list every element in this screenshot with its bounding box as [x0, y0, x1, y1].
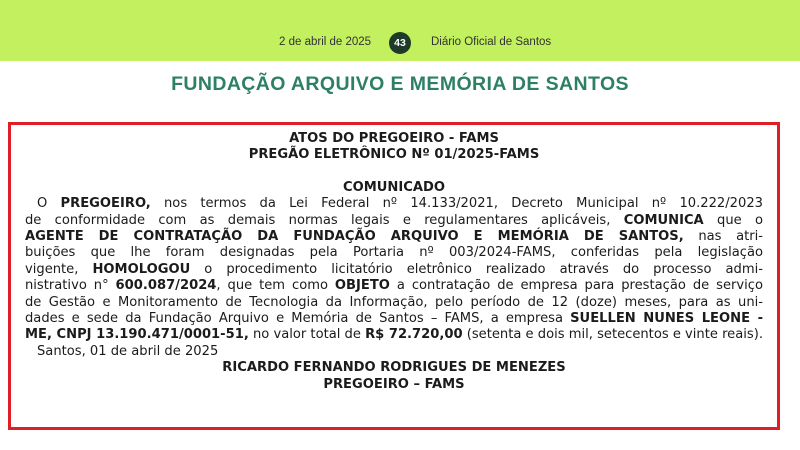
notice-body [25, 196, 763, 360]
signatory-role: PREGOEIRO – FAMS [323, 376, 465, 392]
body-line: vigente, HOMOLOGOU o procedimento licitatório eletrônico realizado através do processo admi- [25, 261, 763, 277]
signatory-name: RICARDO FERNANDO RODRIGUES DE MENEZES [222, 360, 566, 376]
body-line: AGENTE DE CONTRATAÇÃO DA FUNDAÇÃO ARQUIVO E MEMÓRIA DE SANTOS, nas atri- [25, 229, 763, 245]
body-line: O PREGOEIRO, nos termos da Lei Federal nº 14.133/2021, Decreto Municipal nº 10.222/2023 [37, 196, 763, 212]
header-date: 2 de abril de 2025 [279, 36, 372, 48]
publication-name: Diário Oficial de Santos [431, 36, 552, 48]
notice-content [25, 131, 763, 393]
header-bar [0, 0, 800, 61]
page-number-badge: 43 [389, 32, 411, 54]
body-line: de Gestão e Monitoramento de Tecnologia da Informação, pelo período de 12 (doze) meses, para as uni- [25, 294, 763, 310]
notice-subheading: COMUNICADO [343, 179, 445, 195]
body-line: dades e sede da Fundação Arquivo e Memória de Santos – FAMS, a empresa SUELLEN NUNES LEONE - [25, 311, 764, 327]
place-date: Santos, 01 de abril de 2025 [37, 343, 219, 359]
body-line: ME, CNPJ 13.190.471/0001-51, no valor total de R$ 72.720,00 (setenta e dois mil, setecentos e vinte reais). [25, 327, 763, 343]
body-line: nistrativo n° 600.087/2024, que tem como OBJETO a contratação de empresa para prestação de serviço [25, 278, 763, 294]
notice-heading-1: ATOS DO PREGOEIRO - FAMS [289, 131, 499, 146]
body-line: buições que lhe foram designadas pela Portaria nº 003/2024-FAMS, conferidas pela legislação [25, 245, 763, 261]
notice-heading-2: PREGÃO ELETRÔNICO Nº 01/2025-FAMS [248, 147, 540, 163]
body-line: de conformidade com as demais normas legais e regulamentares aplicáveis, COMUNICA que o [25, 212, 763, 228]
section-title: FUNDAÇÃO ARQUIVO E MEMÓRIA DE SANTOS [171, 73, 629, 95]
